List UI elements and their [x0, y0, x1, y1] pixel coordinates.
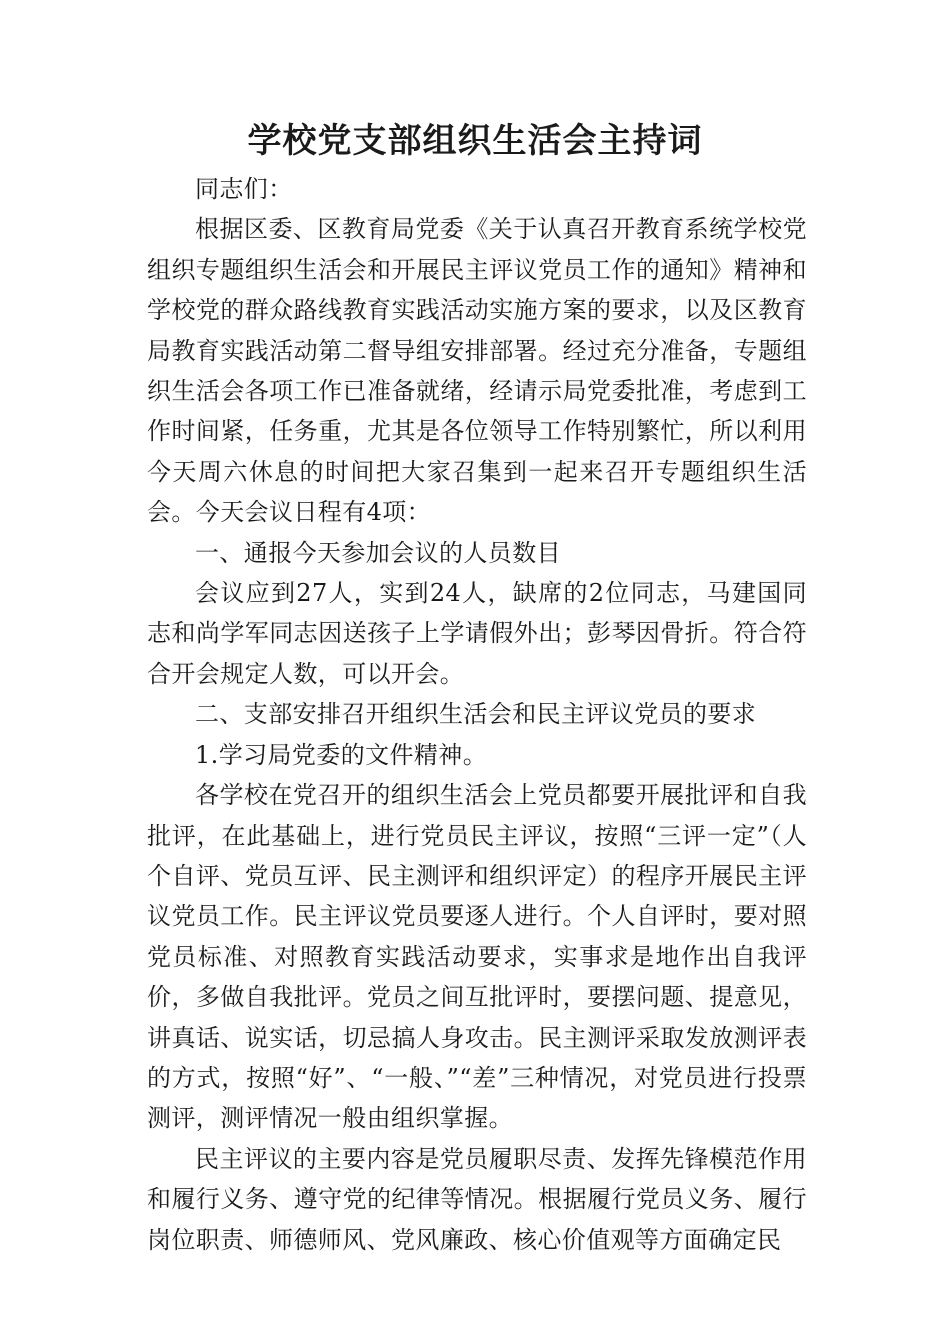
paragraph-evaluation-procedure: 各学校在党召开的组织生活会上党员都要开展批评和自我批评，在此基础上，进行党员民主评议，按照“三评一定”（人个自评、党员互评、民主测评和组织评定）的程序开展民主评议党员工作。民主评议党员要逐人进行。个人自评时，要对照党员标准、对照教育实践活动要求，实事求是地作出自我评价，多做自我批评。党员之间互批评时，要摆问题、提意见，讲真话、说实话，切忌搞人身攻击。民主测评采取发放测评表的方式，按照“好”、“一般、”“差”三种情况，对党员进行投票测评，测评情况一般由组织掌握。: [147, 781, 807, 1133]
paragraph-attendance: 会议应到27人，实到24人，缺席的2位同志，马建国同志和尚学军同志因送孩子上学请假外出；彭琴因骨折。符合符合开会规定人数，可以开会。: [147, 579, 807, 688]
subheading-study-documents: 1.学习局党委的文件精神。: [195, 740, 488, 769]
paragraph-greeting: 同志们：: [195, 175, 293, 203]
section-heading-attendance: 一、通报今天参加会议的人员数目: [195, 538, 561, 567]
document-title: 学校党支部组织生活会主持词: [247, 121, 703, 161]
document-body: [147, 169, 807, 1260]
section-heading-requirements: 二、支部安排召开组织生活会和民主评议党员的要求: [195, 700, 757, 729]
paragraph-intro: 根据区委、区教育局党委《关于认真召开教育系统学校党组织专题组织生活会和开展民主评议党员工作的通知》精神和学校党的群众路线教育实践活动实施方案的要求，以及区教育局教育实践活动第二督导组安排部署。经过充分准备，专题组织生活会各项工作已准备就绪，经请示局党委批准，考虑到工作时间紧，任务重，尤其是各位领导工作特别繁忙，所以利用今天周六休息的时间把大家召集到一起来召开专题组织生活会。今天会议日程有4项：: [147, 215, 807, 527]
paragraph-evaluation-content: 民主评议的主要内容是党员履职尽责、发挥先锋模范作用和履行义务、遵守党的纪律等情况。根据履行党员义务、履行岗位职责、师德师风、党风廉政、核心价值观等方面确定民: [147, 1144, 807, 1254]
